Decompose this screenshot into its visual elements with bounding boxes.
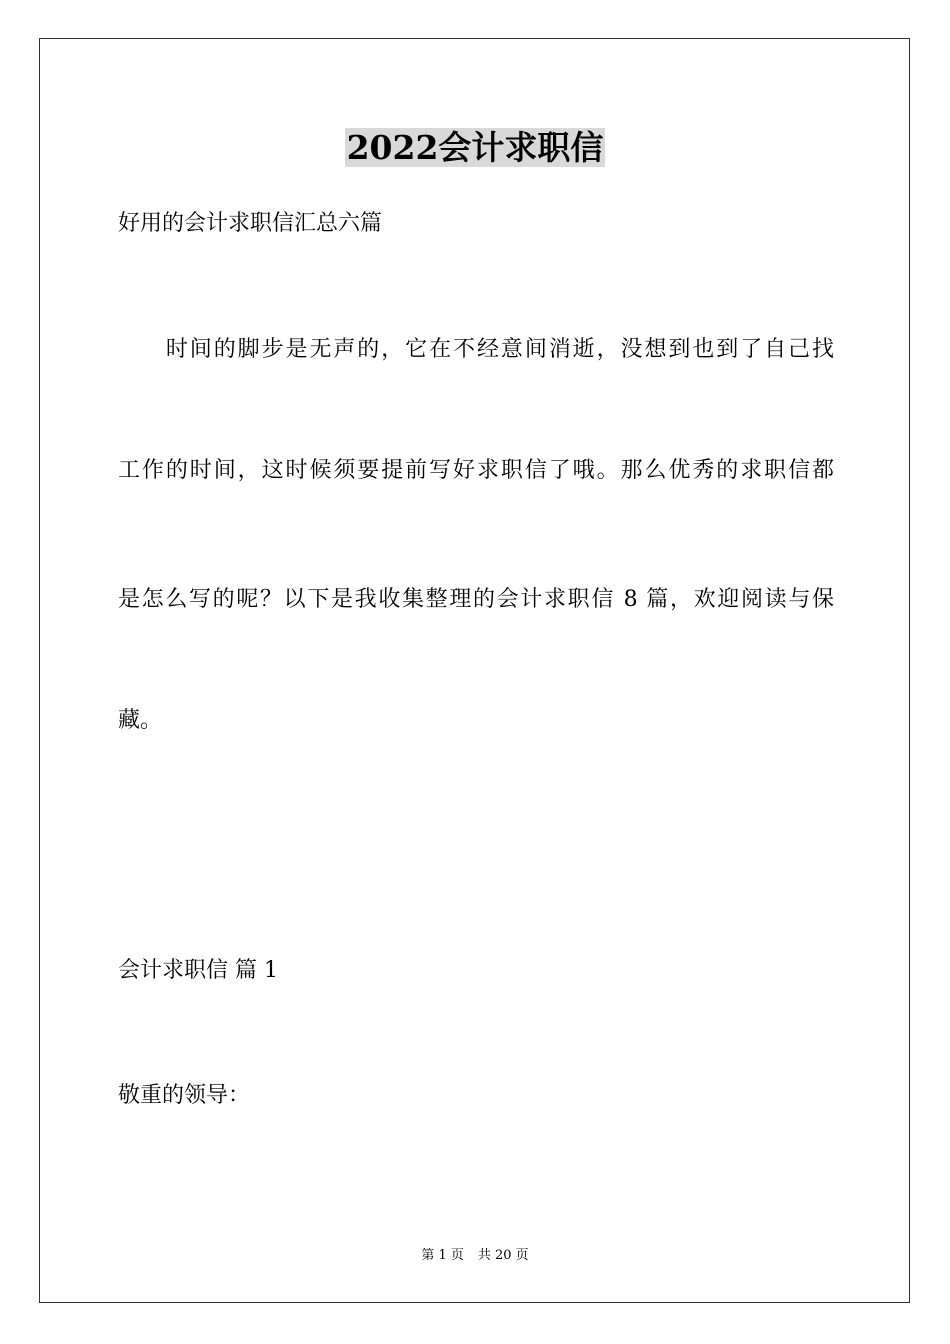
section-heading: 会计求职信 篇 1 xyxy=(118,958,278,983)
intro-line-1: 时间的脚步是无声的，它在不经意间消逝，没想到也到了自己找 xyxy=(118,337,834,362)
page-number-total: 共 20 页 xyxy=(477,1248,529,1263)
page-number-current: 第 1 页 xyxy=(421,1248,464,1263)
document-title-text: 2022会计求职信 xyxy=(346,128,604,167)
document-title xyxy=(0,124,950,172)
intro-line-4: 藏。 xyxy=(118,708,163,733)
intro-line-2: 工作的时间，这时候须要提前写好求职信了哦。那么优秀的求职信都 xyxy=(118,458,834,483)
intro-line-3: 是怎么写的呢？以下是我收集整理的会计求职信 8 篇，欢迎阅读与保 xyxy=(118,587,834,612)
document-subtitle: 好用的会计求职信汇总六篇 xyxy=(118,211,383,236)
salutation: 敬重的领导： xyxy=(118,1083,251,1108)
page-footer xyxy=(0,1247,950,1265)
